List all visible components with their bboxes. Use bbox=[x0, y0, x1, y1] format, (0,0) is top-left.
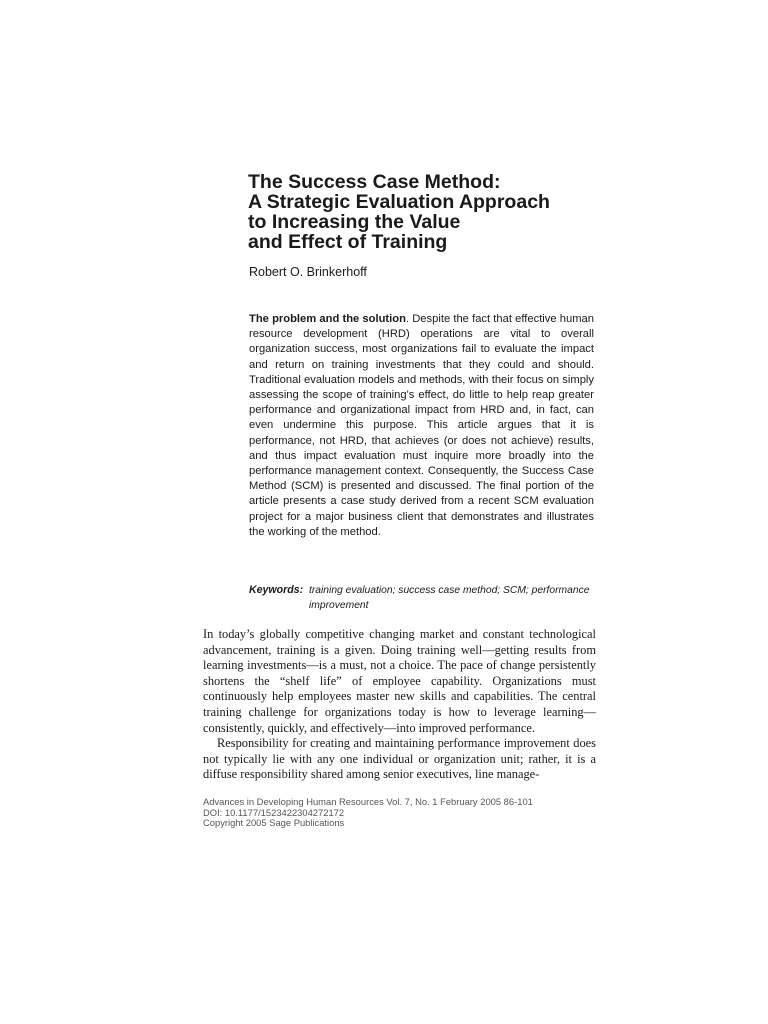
abstract bbox=[249, 312, 594, 540]
author-name: Robert O. Brinkerhoff bbox=[249, 265, 367, 279]
title-line-3: to Increasing the Value bbox=[248, 211, 461, 233]
footer-doi: DOI: 10.1177/1523422304272172 bbox=[203, 806, 345, 818]
abstract-lead: The problem and the solution bbox=[249, 313, 406, 325]
keywords-label: Keywords: bbox=[249, 584, 304, 596]
abstract-text: . Despite the fact that effective human resource development (HRD) operations are vital to overall organization success, most organizations fail to evaluate the impact and return on training investments that they could and should. Traditional evaluation models and methods, with their focus on simply assessing the scope of training's effect, do little to help reap greater performance and organizational impact from HRD and, in fact, can even undermine this purpose. This article argues that it is performance, not HRD, that achieves (or does not achieve) results, and thus impact evaluation must inquire more broadly into the performance management context. Consequently, the Success Case Method (SCM) is presented and discussed. The final portion of the article presents a case study derived from a recent SCM evaluation project for a major business client that demonstrates and illustrates the working of the method. bbox=[249, 313, 595, 538]
journal-footer bbox=[203, 797, 533, 829]
keywords-text: training evaluation; success case method; SCM; performance improvement bbox=[309, 585, 590, 611]
article-title bbox=[248, 172, 628, 252]
body-paragraph-2: Responsibility for creating and maintaining performance improvement does not typically lie with any one individual or organization unit; rather, it is a diffuse responsibility shared among senior executives, line manage- bbox=[203, 736, 596, 782]
title-line-2: A Strategic Evaluation Approach bbox=[248, 191, 550, 213]
body-text bbox=[203, 627, 596, 783]
body-paragraph-1: In today’s globally competitive changing market and constant technological advancement, training is a given. Doing training well—getting results from learning investments—is a must, not a choice. The pace of change persistently shortens the “shelf life” of employee capability. Organizations must continuously help employees master new skills and capabilities. The central training challenge for organizations today is how to leverage learning—consistently, quickly, and effectively—into improved performance. bbox=[203, 627, 596, 735]
title-line-4: and Effect of Training bbox=[248, 231, 448, 253]
title-line-1: The Success Case Method: bbox=[248, 171, 501, 193]
footer-copyright: Copyright 2005 Sage Publications bbox=[203, 817, 345, 828]
footer-journal: Advances in Developing Human Resources Vol. 7, No. 1 February 2005 86-101 bbox=[203, 796, 533, 807]
